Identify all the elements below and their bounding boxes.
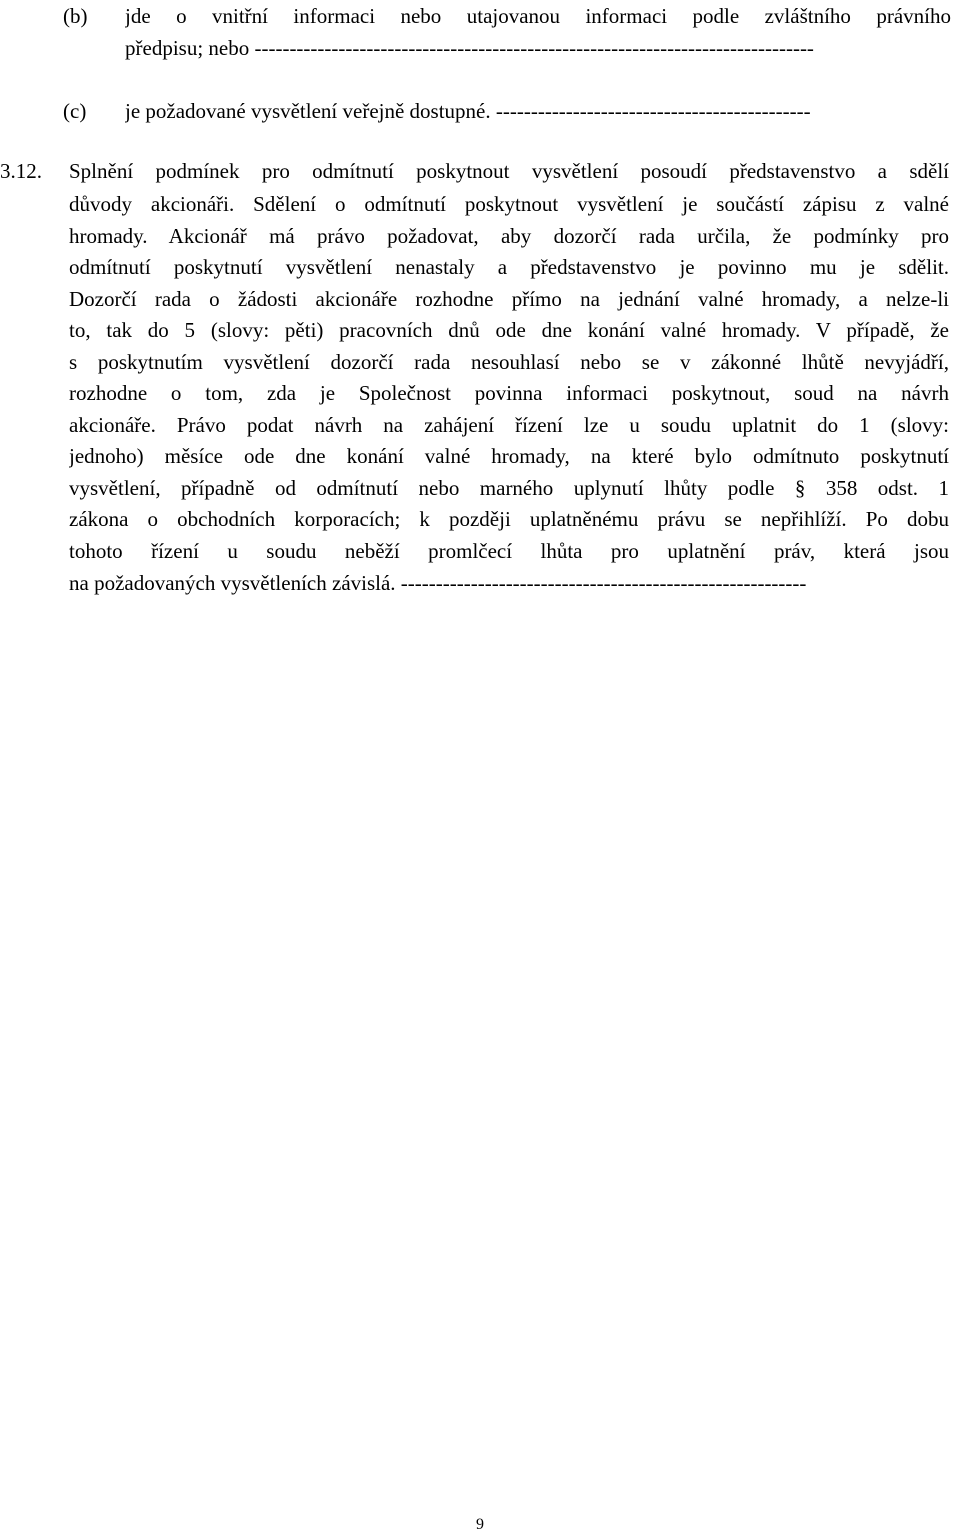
item-b-line-1: jde o vnitřní informaci nebo utajovanou informaci podle zvláštního právního [125,4,951,28]
section-line-13: tohoto řízení u soudu neběží promlčecí lhůta pro uplatnění práv, která jsou [69,539,949,563]
section-line-8: rozhodne o tom, zda je Společnost povinna informaci poskytnout, soud na návrh [69,381,949,405]
item-b-line-2: předpisu; nebo -------------------------------------------------------------------------------- [125,36,814,60]
section-line-2: důvody akcionáři. Sdělení o odmítnutí poskytnout vysvětlení je součástí zápisu z valné [69,192,949,216]
section-line-9: akcionáře. Právo podat návrh na zahájení řízení lze u soudu uplatnit do 1 (slovy: [69,413,949,437]
section-line-5: Dozorčí rada o žádosti akcionáře rozhodne přímo na jednání valné hromady, a nelze-li [69,287,949,311]
section-line-6: to, tak do 5 (slovy: pěti) pracovních dnů ode dne konání valné hromady. V případě, že [69,318,949,342]
item-label-b: (b) [63,4,88,28]
section-line-10: jednoho) měsíce ode dne konání valné hromady, na které bylo odmítnuto poskytnutí [69,444,949,468]
section-line-12: zákona o obchodních korporacích; k později uplatněnému právu se nepřihlíží. Po dobu [69,507,949,531]
section-line-1: Splnění podmínek pro odmítnutí poskytnout vysvětlení posoudí představenstvo a sdělí [69,159,949,183]
section-line-7: s poskytnutím vysvětlení dozorčí rada nesouhlasí nebo se v zákonné lhůtě nevyjádří, [69,350,949,374]
item-c-line-1: je požadované vysvětlení veřejně dostupné. --------------------------------------------- [125,99,811,123]
section-number: 3.12. [0,159,42,183]
section-line-14: na požadovaných vysvětleních závislá. ---------------------------------------------------------- [69,571,807,595]
section-line-11: vysvětlení, případně od odmítnutí nebo marného uplynutí lhůty podle § 358 odst. 1 [69,476,949,500]
page-number: 9 [476,1516,484,1533]
item-label-c: (c) [63,99,87,123]
section-line-3: hromady. Akcionář má právo požadovat, aby dozorčí rada určila, že podmínky pro [69,224,949,248]
section-line-4: odmítnutí poskytnutí vysvětlení nenastaly a představenstvo je povinno mu je sdělit. [69,255,949,279]
